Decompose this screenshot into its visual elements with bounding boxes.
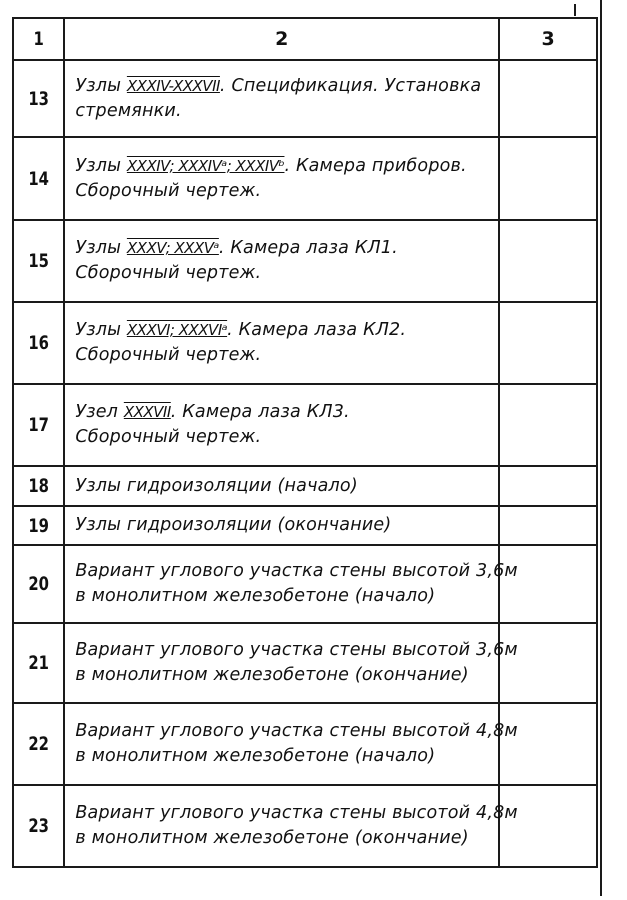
notes-cell [499,545,597,623]
sheet-number: 15 [19,220,59,302]
title-line-1 [75,719,518,744]
title-line-1 [75,400,498,425]
title-line-1 [75,513,498,538]
sheet-number: 18 [19,466,59,506]
title-prefix: Узел [75,402,124,422]
title-prefix: Узлы [75,75,127,96]
sheet-number: 19 [19,506,59,545]
title-line-2: стремянки. [75,100,182,121]
title-line-1 [75,801,518,826]
sheet-number: 20 [19,545,59,623]
sheet-title [64,506,499,545]
title-prefix: Вариант углового участка стены высотой 3,6м [75,561,518,581]
sheet-number: 21 [19,623,59,703]
title-line-1 [75,559,518,584]
title-prefix: Узлы [75,155,127,176]
table-row [13,545,597,623]
notes-cell [499,60,597,137]
frame-border-line [600,0,602,896]
sheet-number: 14 [19,137,59,220]
notes-cell [499,466,597,506]
notes-cell [499,623,597,703]
node-roman-numerals: XXXVI; XXXVIᵃ [126,321,228,339]
sheet-title [64,60,499,137]
table-row [13,703,597,785]
frame-tick-mark [574,4,576,16]
node-roman-numerals: XXXV; XXXVᵃ [126,239,219,257]
title-prefix: Вариант углового участка стены высотой 4,8м [75,803,518,823]
sheet-number: 16 [19,302,59,384]
sheet-title [64,137,499,220]
title-line-2: Сборочный чертеж. [75,180,262,201]
sheet-number: 17 [19,384,59,466]
table-row [13,466,597,506]
title-prefix: Узлы гидроизоляции (окончание) [75,515,392,535]
title-line-1 [75,318,498,343]
sheet-title [64,220,499,302]
title-line-2: в монолитном железобетоне (начало) [75,586,436,606]
drawing-list-table [12,17,598,868]
title-prefix: Узлы [75,238,127,258]
node-roman-numerals: XXXIV; XXXIVᵃ; XXXIVᵇ [126,156,285,175]
sheet-number: 13 [19,60,59,137]
node-roman-numerals: XXXVII [123,403,171,421]
notes-cell [499,785,597,867]
title-prefix: Узлы гидроизоляции (начало) [75,475,358,496]
title-line-1 [75,154,498,179]
table-row [13,623,597,703]
table-row [13,220,597,302]
table-row [13,137,597,220]
title-suffix: . Спецификация. Установка [219,75,482,96]
table-row [13,384,597,466]
notes-cell [499,506,597,545]
header-col-3: 3 [499,18,597,60]
title-prefix: Вариант углового участка стены высотой 4,8м [75,721,518,741]
title-suffix: . Камера приборов. [284,155,467,176]
title-line-2: Сборочный чертеж. [75,427,262,447]
header-col-2: 2 [64,18,499,60]
sheet-title [64,785,518,867]
notes-cell [499,302,597,384]
notes-cell [499,703,597,785]
notes-cell [499,384,597,466]
sheet-title [64,623,518,703]
sheet-number: 22 [19,703,59,785]
table-header-row [13,18,597,60]
notes-cell [499,137,597,220]
table-row [13,506,597,545]
title-suffix: . Камера лаза КЛ2. [227,320,407,340]
table-row [13,785,597,867]
table-row [13,302,597,384]
title-line-1 [75,74,498,99]
title-suffix: . Камера лаза КЛ3. [170,402,350,422]
sheet-number: 23 [19,785,59,867]
title-line-2: в монолитном железобетоне (начало) [75,746,436,766]
title-line-2: Сборочный чертеж. [75,263,262,283]
title-line-1 [75,474,498,499]
table-row [13,60,597,137]
sheet-title [64,545,518,623]
title-line-2: в монолитном железобетоне (окончание) [75,828,469,848]
sheet-title [64,384,499,466]
node-roman-numerals: XXXIV-XXXVII [126,76,220,95]
title-line-2: Сборочный чертеж. [75,345,262,365]
notes-cell [499,220,597,302]
title-line-1 [75,638,518,663]
sheet-title [64,466,499,506]
title-line-2: в монолитном железобетоне (окончание) [75,665,469,685]
title-prefix: Узлы [75,320,127,340]
sheet-title [64,703,518,785]
title-prefix: Вариант углового участка стены высотой 3,6м [75,640,518,660]
title-suffix: . Камера лаза КЛ1. [218,238,398,258]
header-col-1: 1 [19,18,59,60]
title-line-1 [75,236,498,261]
sheet-title [64,302,499,384]
